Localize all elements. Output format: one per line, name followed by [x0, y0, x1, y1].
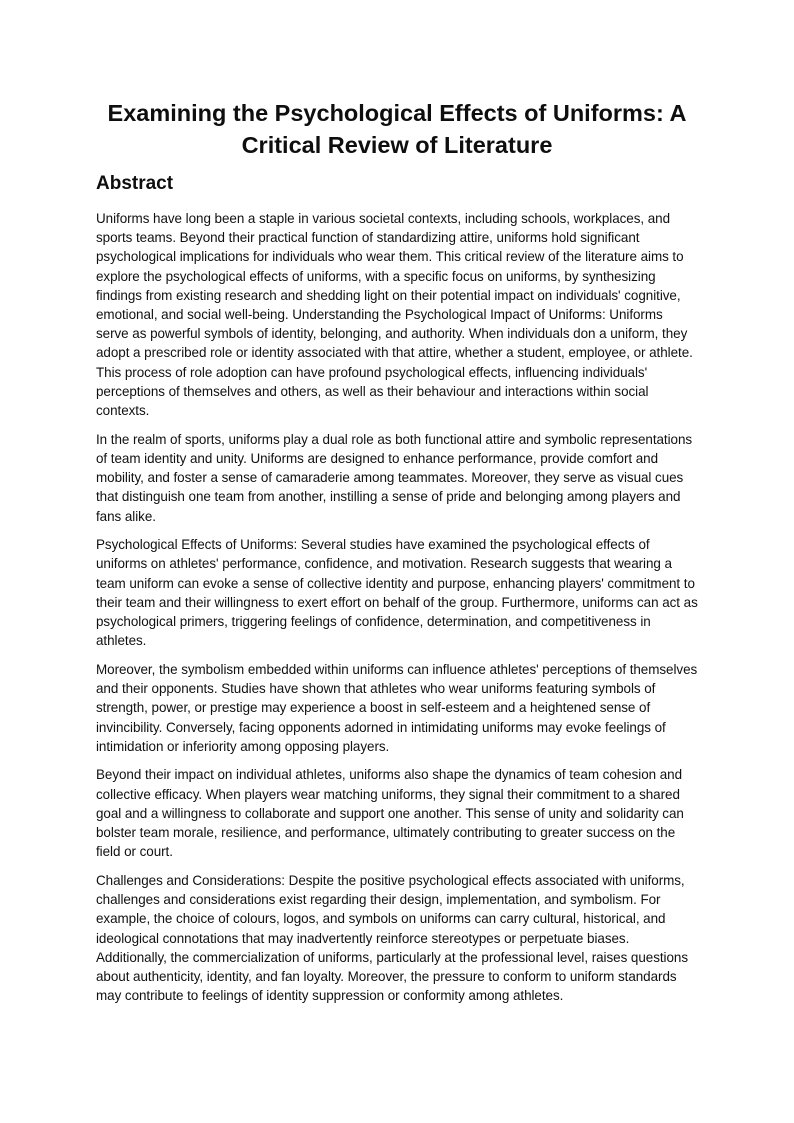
paragraph-intro: Uniforms have long been a staple in various societal contexts, including schools, workplaces, and sports teams. Beyond their practical function of standardizing attire, uniforms hold significant psychological implications for individuals who wear them. This critical review of the literature aims to explore the psychological effects of uniforms, with a specific focus on uniforms, by synthesizing findings from existing research and shedding light on their potential impact on individuals' cognitive, emotional, and social well-being. Understanding the Psychological Impact of Uniforms: Uniforms serve as powerful symbols of identity, belonging, and authority. When individuals don a uniform, they adopt a prescribed role or identity associated with that attire, whether a student, employee, or athlete. This process of role adoption can have profound psychological effects, influencing individuals' perceptions of themselves and others, as well as their behaviour and interactions within social contexts.	[96, 211, 693, 419]
document-title: Examining the Psychological Effects of Uniforms: A Critical Review of Literature	[107, 100, 687, 158]
abstract-heading: Abstract	[96, 173, 174, 194]
paragraph-symbolism: Moreover, the symbolism embedded within uniforms can influence athletes' perceptions of themselves and their opponents. Studies have shown that athletes who wear uniforms featuring symbols of strength, power, or prestige may experience a boost in self-esteem and a heightened sense of invincibility. Conversely, facing opponents adorned in intimidating uniforms may evoke feelings of intimidation or inferiority among opposing players.	[96, 661, 698, 754]
paragraph-team-cohesion: Beyond their impact on individual athletes, uniforms also shape the dynamics of team cohesion and collective efficacy. When players wear matching uniforms, they signal their commitment to a shared goal and a willingness to collaborate and support one another. This sense of unity and solidarity can bolster team morale, resilience, and performance, ultimately contributing to greater success on the field or court.	[96, 767, 684, 860]
abstract-body	[96, 209, 698, 1005]
paragraph-psychological-effects: Psychological Effects of Uniforms: Several studies have examined the psychological effects of uniforms on athletes' performance, confidence, and motivation. Research suggests that wearing a team uniform can evoke a sense of collective identity and purpose, enhancing players' commitment to their team and their willingness to exert effort on behalf of the group. Furthermore, uniforms can act as psychological primers, triggering feelings of confidence, determination, and competitiveness in athletes.	[96, 537, 698, 649]
paragraph-challenges: Challenges and Considerations: Despite the positive psychological effects associated with uniforms, challenges and considerations exist regarding their design, implementation, and symbolism. For example, the choice of colours, logos, and symbols on uniforms can carry cultural, historical, and ideological connotations that may inadvertently reinforce stereotypes or perpetuate biases. Additionally, the commercialization of uniforms, particularly at the professional level, raises questions about authenticity, identity, and fan loyalty. Moreover, the pressure to conform to uniform standards may contribute to feelings of identity suppression or conformity among athletes.	[96, 873, 689, 1004]
paragraph-sports-role: In the realm of sports, uniforms play a dual role as both functional attire and symbolic representations of team identity and unity. Uniforms are designed to enhance performance, provide comfort and mobility, and foster a sense of camaraderie among teammates. Moreover, they serve as visual cues that distinguish one team from another, instilling a sense of pride and belonging among players and fans alike.	[96, 431, 693, 524]
